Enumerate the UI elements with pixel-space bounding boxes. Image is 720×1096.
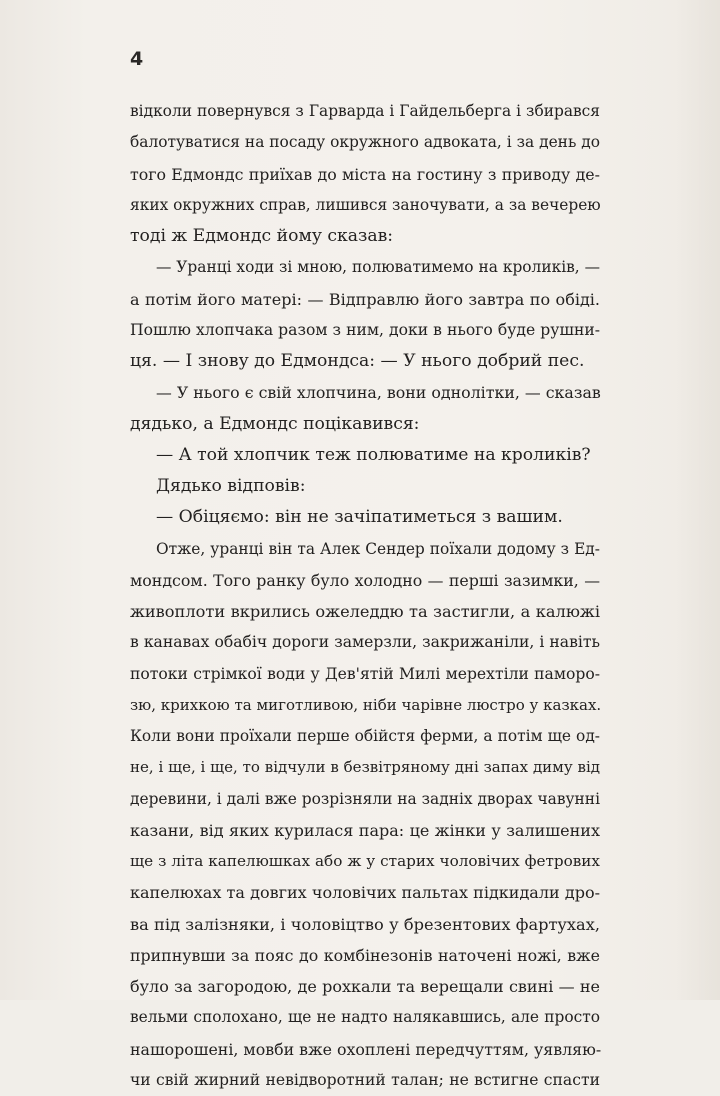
text-line: — Уранці ходи зі мною, полюватимемо на кроликів, — xyxy=(156,258,600,277)
text-line: чи свій жирний невідворотний талан; не встигне спасти xyxy=(130,1070,600,1089)
text-line: — А той хлопчик теж полюватиме на кроликів? xyxy=(156,444,591,465)
text-line: ця. — І знову до Едмондса: — У нього добрий пес. xyxy=(130,351,585,371)
text-line: припнувши за пояс до комбінезонів наточені ножі, вже xyxy=(130,945,600,965)
text-line: балотуватися на посаду окружного адвоката, і за день до xyxy=(130,133,600,152)
text-line: зю, крихкою та миготливою, ніби чарівне люстро у казках. xyxy=(130,695,602,714)
text-line: яких окружних справ, лишився заночувати, а за вечерею xyxy=(130,195,601,214)
body-text xyxy=(130,96,600,1096)
text-line: вельми сполохано, ще не надто налякавшись, але просто xyxy=(130,1008,600,1027)
text-line: дядько, а Едмондс поцікавився: xyxy=(130,413,420,434)
text-line: було за загородою, де рохкали та верещали свині — не xyxy=(130,977,600,996)
text-line: живоплоти вкрились ожеледдю та застигли, а калюжі xyxy=(130,602,600,621)
text-line: не, і ще, і ще, то відчули в безвітряному дні запах диму від xyxy=(130,758,600,777)
text-line: нашорошені, мовби вже охоплені передчуттям, уявляю- xyxy=(130,1039,602,1059)
text-line: мондсом. Того ранку було холодно — перші зазимки, — xyxy=(130,570,600,590)
text-line: Дядько відповів: xyxy=(156,476,306,496)
text-line: потоки стрімкої води у Дев'ятій Милі мерехтіли паморо- xyxy=(130,664,600,683)
text-line: в канавах обабіч дороги замерзли, закрижаніли, і навіть xyxy=(130,633,600,652)
text-line: — У нього є свій хлопчина, вони однолітки, — сказав xyxy=(156,383,601,403)
page-edge-shadow xyxy=(674,0,720,1000)
text-line: — Обіцяємо: він не зачіпатиметься з вашим. xyxy=(156,507,563,528)
text-line: ще з літа капелюшках або ж у старих чоловічих фетрових xyxy=(130,852,600,870)
text-line: Отже, уранці він та Алек Сендер поїхали додому з Ед- xyxy=(156,539,600,558)
text-line: ва під залізняки, і чоловіцтво у брезентових фартухах, xyxy=(130,914,600,934)
text-line: Пошлю хлопчака разом з ним, доки в нього буде рушни- xyxy=(130,320,600,339)
text-line: а потім його матері: — Відправлю його завтра по обіді. xyxy=(130,289,600,309)
text-line: тоді ж Едмондс йому сказав: xyxy=(130,226,394,246)
text-line: казани, від яких курилася пара: це жінки у залишених xyxy=(130,820,600,840)
text-line: деревини, і далі вже розрізняли на задніх дворах чавунні xyxy=(130,789,600,808)
text-line: відколи повернувся з Гарварда і Гайдельберга і збирався xyxy=(130,102,600,120)
text-line: того Едмондс приїхав до міста на гостину з приводу де- xyxy=(130,164,600,184)
page-number: 4 xyxy=(130,48,144,70)
text-line: Коли вони проїхали перше обійстя ферми, а потім ще од- xyxy=(130,727,600,745)
text-line: капелюхах та довгих чоловічих пальтах підкидали дро- xyxy=(130,883,600,903)
